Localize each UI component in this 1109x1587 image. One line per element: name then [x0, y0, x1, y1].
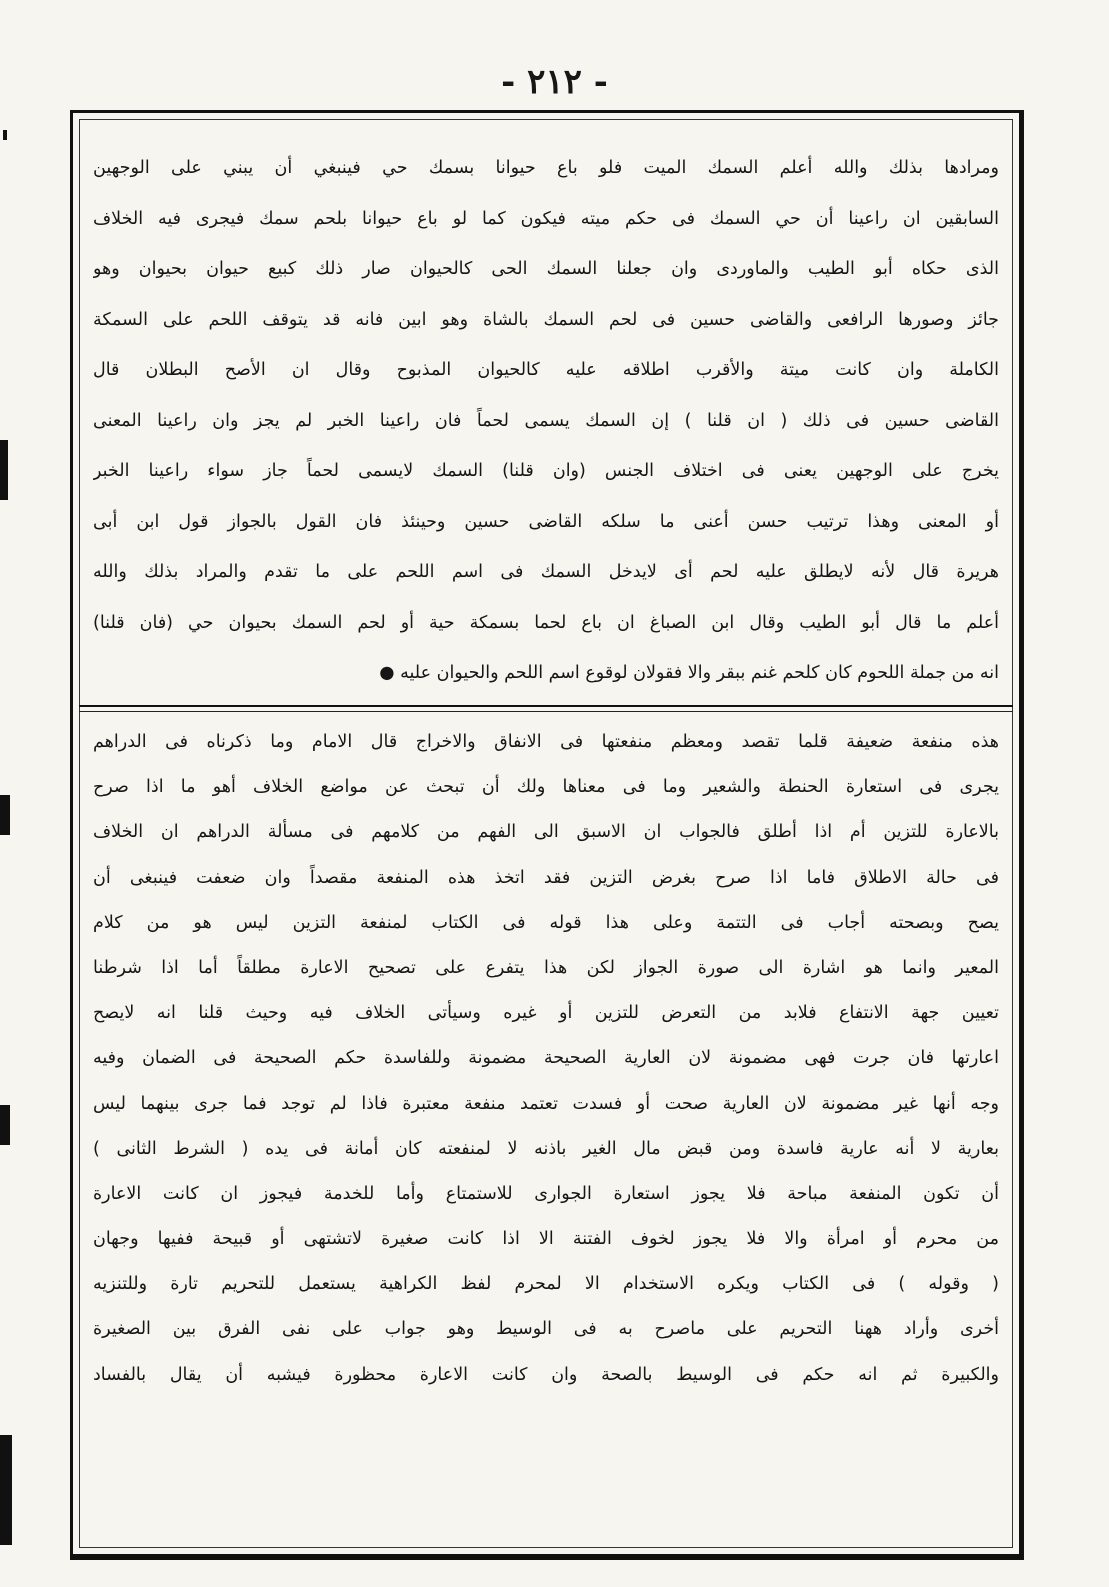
- text-line: هذه منفعة ضعيفة قلما تقصد ومعظم منفعتها فى الانفاق والاخراج قال الامام وما ذكرناه فى الدراهم: [93, 732, 999, 752]
- text-line: القاضى حسين فى ذلك ( ان قلنا ) إن السمك يسمى لحماً فان راعينا الخبر لم يجز وان راعينا المعنى: [93, 410, 999, 431]
- text-line: يخرج على الوجهين يعنى فى اختلاف الجنس (وان قلنا) السمك لايسمى لحماً جاز سواء راعينا الخبر: [93, 461, 999, 481]
- text-line: أعلم ما قال أبو الطيب وقال ابن الصباغ ان باع لحما بسمكة حية أو لحم السمك بحيوان حي (فان قلنا): [93, 612, 999, 633]
- text-line: ومرادها بذلك والله أعلم السمك الميت فلو باع حيوانا بسمك حي فينبغي أن يبني على الوجهين: [93, 158, 999, 178]
- scan-edge-mark: [0, 1435, 12, 1545]
- text-line: تعيين جهة الانتفاع فلابد من التعرض للتزين أو غيره وسيأتى الخلاف فيه وحيث قلنا انه لايصح: [93, 1003, 999, 1024]
- section-divider: [79, 705, 1013, 707]
- text-line: الكاملة وان كانت ميتة والأقرب اطلاقه عليه كالحيوان المذبوح وقال ان الأصح البطلان قال: [93, 360, 999, 380]
- scan-edge-mark: [0, 1105, 10, 1145]
- scan-edge-mark: [0, 795, 10, 835]
- top-text-block: [93, 143, 999, 711]
- text-line: فى حالة الاطلاق فاما اذا صرح بغرض التزين فقد اتخذ هذه المنفعة مقصداً وان ضعفت فينبغى أن: [93, 867, 999, 888]
- text-line: ( وقوله ) فى الكتاب ويكره الاستخدام الا لمحرم لفظ الكراهية يستعمل للتحريم تارة وللتنزيه: [93, 1274, 999, 1295]
- page-number: - ٢١٢ -: [501, 62, 608, 102]
- section-divider-thin: [79, 711, 1013, 712]
- text-line: أخرى وأراد ههنا التحريم على ماصرح به فى الوسيط وهو جواب على نفى الفرق بين الصغيرة: [93, 1319, 999, 1340]
- text-line: انه من جملة اللحوم كان كلحم غنم ببقر والا فقولان لوقوع اسم اللحم والحيوان عليه ●: [379, 663, 999, 683]
- scan-edge-mark: [3, 130, 7, 140]
- text-line: أن تكون المنفعة مباحة فلا يجوز استعارة الجوارى للاستمتاع وأما للخدمة فيجوز ان كانت الاعارة: [93, 1183, 999, 1204]
- scan-edge-mark: [0, 440, 8, 500]
- text-line: من محرم أو امرأة والا فلا يجوز لخوف الفتنة الا اذا كانت صغيرة لاتشتهى أو قبيحة ففيها وجهان: [93, 1229, 999, 1250]
- text-line: يجرى فى استعارة الحنطة والشعير وما فى معناها ولك أن تبحث عن مواضع الخلاف أهو ما اذا صرح: [93, 777, 999, 798]
- bottom-text-block: [93, 720, 999, 1530]
- text-line: جائز وصورها الرافعى والقاضى حسين فى لحم السمك بالشاة وهو ابين فانه قد يتوقف اللحم على السمكة: [93, 309, 999, 330]
- text-line: أو المعنى وهذا ترتيب حسن أعنى ما سلكه القاضى حسين وحينئذ فان القول بالجواز قول ابن أبى: [93, 511, 999, 532]
- text-line: هريرة قال لأنه لايطلق عليه لحم أى لايدخل السمك فى اسم اللحم على ما تقدم والمراد بذلك والله: [93, 562, 999, 582]
- text-line: السابقين ان راعينا أن حي السمك فى حكم ميته فيكون كما لو باع حيوانا بلحم سمك فيجرى فيه الخلاف: [93, 208, 999, 229]
- text-line: اعارتها فان جرت فهى مضمونة لان العارية الصحيحة مضمونة وللفاسدة حكم الصحيحة فى الضمان وفيه: [93, 1048, 999, 1069]
- text-line: بعارية لا أنه عارية فاسدة ومن قبض مال الغير باذنه لا لمنفعته كان أمانة فى يده ( الشرط الثانى ): [93, 1138, 999, 1159]
- text-frame: [70, 110, 1024, 1560]
- text-line: وجه أنها غير مضمونة لان العارية صحت أو فسدت تعتمد منفعة معتبرة فاذا لم توجد فما جرى بينهما ليس: [93, 1093, 999, 1114]
- text-line: يصح وبصحته أجاب فى التتمة وعلى هذا قوله فى الكتاب لمنفعة التزين ليس هو من كلام: [93, 912, 999, 933]
- text-line: بالاعارة للتزين أم اذا أطلق فالجواب ان الاسبق الى الفهم من كلامهم فى مسألة الدراهم ان الخلاف: [93, 822, 999, 843]
- text-line: المعير وانما هو اشارة الى صورة الجواز لكن هذا يتفرع على تصحيح الاعارة مطلقاً أما اذا شرطنا: [93, 957, 999, 978]
- text-line: الذى حكاه أبو الطيب والماوردى وان جعلنا السمك الحى كالحيوان صار ذلك كبيع حيوان بحيوان وهو: [93, 259, 999, 279]
- text-line: والكبيرة ثم انه حكم فى الوسيط بالصحة وان كانت الاعارة محظورة فيشبه أن يقال بالفساد: [93, 1364, 999, 1385]
